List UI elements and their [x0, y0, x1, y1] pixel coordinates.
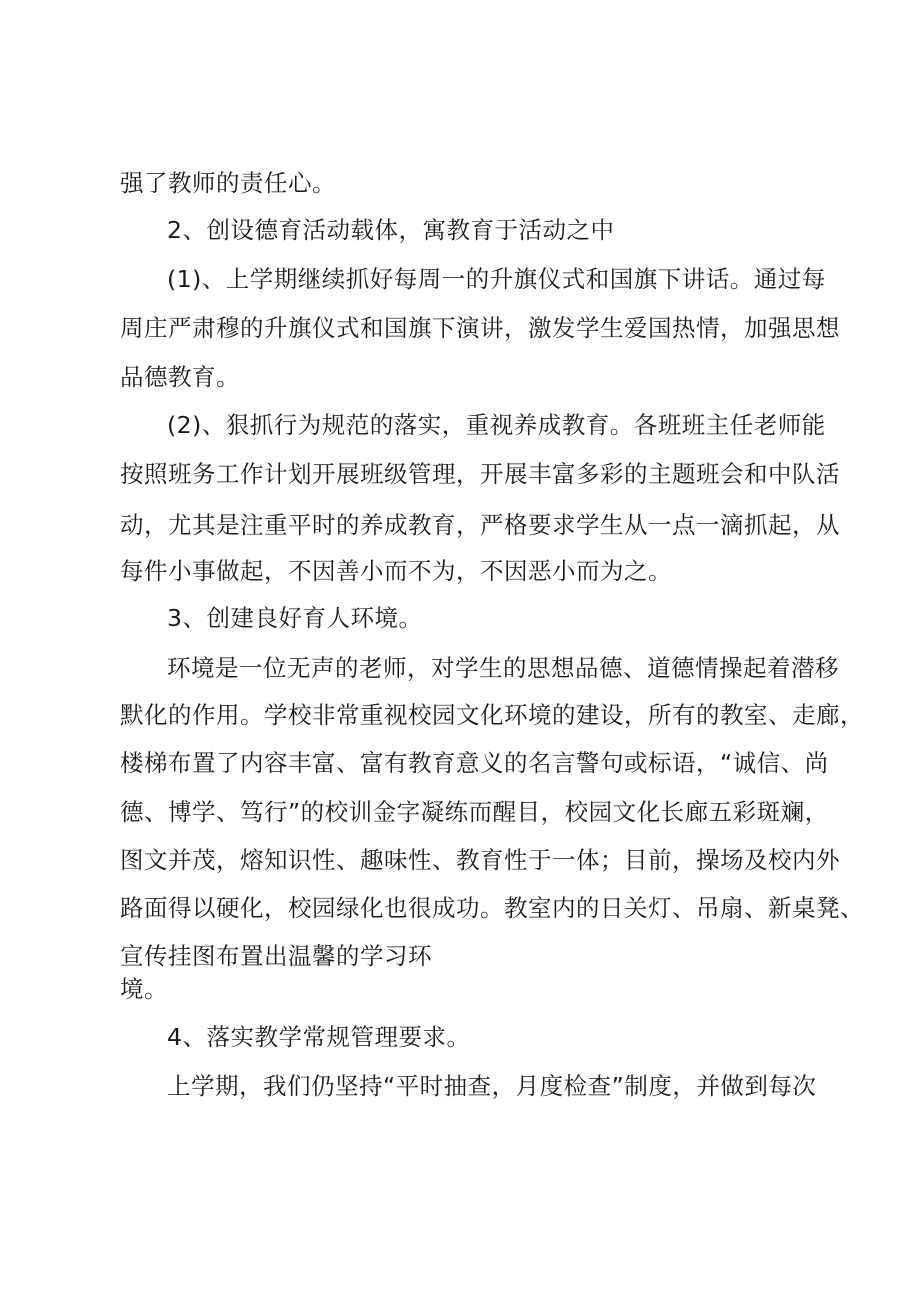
- text-line: 境。: [120, 975, 168, 1003]
- text-line: 品德教育。: [120, 363, 240, 391]
- text-line: 楼梯布置了内容丰富、富有教育意义的名言警句或标语，“诚信、尚: [120, 749, 829, 777]
- text-line: (1)、上学期继续抓好每周一的升旗仪式和国旗下讲话。通过每: [167, 265, 826, 293]
- section-heading: 3、创建良好育人环境。: [167, 604, 423, 632]
- text-line: 每件小事做起，不因善小而不为，不因恶小而为之。: [120, 557, 672, 585]
- text-line: 路面得以硬化，校园绿化也很成功。教室内的日关灯、吊扇、新桌凳、: [120, 894, 864, 922]
- text-line: 按照班务工作计划开展班级管理，开展丰富多彩的主题班会和中队活: [120, 460, 840, 488]
- text-line: 宣传挂图布置出温馨的学习环: [120, 942, 432, 970]
- text-line: 周庄严肃穆的升旗仪式和国旗下演讲，激发学生爱国热情，加强思想: [120, 314, 840, 342]
- text-line: 德、博学、笃行”的校训金字凝练而醒目，校园文化长廊五彩斑斓，: [120, 798, 829, 826]
- text-line: (2)、狠抓行为规范的落实，重视养成教育。各班班主任老师能: [167, 411, 826, 439]
- text-line: 默化的作用。学校非常重视校园文化环境的建设，所有的教室、走廊，: [120, 701, 864, 729]
- text-line: 环境是一位无声的老师，对学生的思想品德、道德情操起着潜移: [167, 654, 839, 682]
- text-line: 动，尤其是注重平时的养成教育，严格要求学生从一点一滴抓起，从: [120, 511, 840, 539]
- text-line: 强了教师的责任心。: [120, 169, 336, 197]
- section-heading: 4、落实教学常规管理要求。: [167, 1023, 471, 1051]
- text-line: 上学期，我们仍坚持“平时抽查，月度检查”制度，并做到每次: [167, 1072, 817, 1100]
- text-line: 图文并茂，熔知识性、趣味性、教育性于一体；目前，操场及校内外: [120, 846, 840, 874]
- section-heading: 2、创设德育活动载体，寓教育于活动之中: [167, 216, 615, 244]
